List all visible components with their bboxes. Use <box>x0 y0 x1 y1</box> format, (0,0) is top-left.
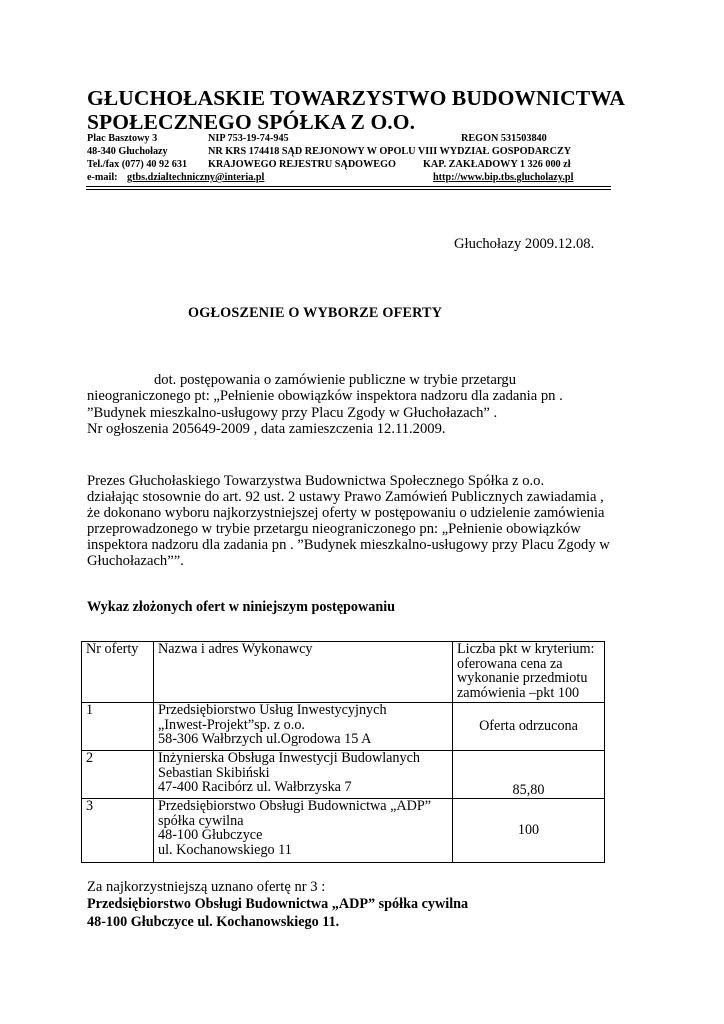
row-contractor <box>154 703 453 751</box>
header-liczba-pkt-line: zamówienia –pkt 100 <box>457 684 580 701</box>
company-website-link[interactable]: http://www.bip.tbs.glucholazy.pl <box>433 172 574 183</box>
header-wykonawca: Nazwa i adres Wykonawcy <box>154 642 453 703</box>
row-score: Oferta odrzucona <box>453 703 605 751</box>
row-contractor-line: 48-100 Głubczyce <box>158 827 263 844</box>
table-row <box>82 703 605 751</box>
header-nr-oferty: Nr oferty <box>82 642 154 703</box>
company-address: Plac Basztowy 3 <box>87 133 158 144</box>
company-name-line1: GŁUCHOŁASKIE TOWARZYSTWO BUDOWNICTWA <box>87 86 626 110</box>
company-email-label: e-mail: <box>87 172 118 183</box>
company-nip: NIP 753-19-74-945 <box>208 133 289 144</box>
company-krs: NR KRS 174418 SĄD REJONOWY W OPOLU VIII WYDZIAŁ GOSPODARCZY <box>208 146 572 157</box>
row-contractor-line: „Inwest-Projekt”sp. z o.o. <box>158 716 305 733</box>
notice-line-2: działając stosownie do art. 92 ust. 2 ustawy Prawo Zamówień Publicznych zawiadamia , <box>87 489 604 505</box>
row-contractor-line: Przedsiębiorstwo Obsługi Budownictwa „ADP” <box>158 798 432 814</box>
company-name-line2: SPOŁECZNEGO SPÓŁKA Z O.O. <box>87 110 416 134</box>
table-header-row <box>82 642 605 703</box>
company-regon: REGON 531503840 <box>461 133 547 144</box>
company-registry: KRAJOWEGO REJESTRU SĄDOWEGO <box>208 159 396 170</box>
offers-heading: Wykaz złożonych ofert w niniejszym postępowaniu <box>87 599 396 615</box>
row-contractor-line: Sebastian Skibiński <box>158 764 270 781</box>
company-email-link[interactable]: gtbs.dzialtechniczny@interia.pl <box>127 172 265 183</box>
row-contractor-line: spółka cywilna <box>158 812 244 829</box>
notice-line-1: Prezes Głuchołaskiego Towarzystwa Budownictwa Społecznego Spółka z o.o. <box>87 473 545 489</box>
row-nr: 3 <box>82 799 154 863</box>
conclusion-line-3: 48-100 Głubczyce ul. Kochanowskiego 11. <box>87 914 340 930</box>
row-nr: 2 <box>82 751 154 799</box>
notice-line-6: Głuchołazach””. <box>87 553 184 569</box>
row-score: 100 <box>453 799 605 863</box>
row-contractor-line: Przedsiębiorstwo Usług Inwestycyjnych <box>158 702 387 718</box>
row-contractor-line: 47-400 Racibórz ul. Wałbrzyska 7 <box>158 779 352 796</box>
conclusion-line-1: Za najkorzystniejszą uznano ofertę nr 3 : <box>87 879 326 895</box>
header-divider-top <box>86 186 611 187</box>
notice-line-5: inspektora nadzoru dla zadania pn . ”Budynek mieszkalno-usługowy przy Placu Zgody w <box>87 537 610 553</box>
intro-line-3: ”Budynek mieszkalno-usługowy przy Placu Zgody w Głuchołazach” . <box>87 405 498 421</box>
company-postal: 48-340 Głuchołazy <box>87 146 168 157</box>
intro-line-1: dot. postępowania o zamówienie publiczne w trybie przetargu <box>154 372 517 388</box>
header-liczba-pkt-line: Liczba pkt w kryterium: <box>457 641 595 657</box>
header-divider-bottom <box>86 189 611 190</box>
place-date: Głuchołazy 2009.12.08. <box>454 236 595 252</box>
offers-table <box>81 641 605 863</box>
intro-line-2: nieograniczonego pt: „Pełnienie obowiązków inspektora nadzoru dla zadania pn . <box>87 388 563 404</box>
conclusion-line-2: Przedsiębiorstwo Obsługi Budownictwa „ADP” spółka cywilna <box>87 896 469 912</box>
row-contractor-line: Inżynierska Obsługa Inwestycji Budowlanych <box>158 750 421 766</box>
intro-line-4: Nr ogłoszenia 205649-2009 , data zamieszczenia 12.11.2009. <box>87 421 446 437</box>
header-liczba-pkt <box>453 642 605 703</box>
header-liczba-pkt-line: oferowana cena za <box>457 655 563 672</box>
row-score: 85,80 <box>453 751 605 799</box>
company-capital: KAP. ZAKŁADOWY 1 326 000 zł <box>423 159 571 170</box>
row-contractor-line: 58-306 Wałbrzych ul.Ogrodowa 15 A <box>158 731 372 748</box>
row-contractor <box>154 799 453 863</box>
notice-line-4: przeprowadzonego w trybie przetargu nieograniczonego pn: „Pełnienie obowiązków <box>87 521 581 537</box>
header-liczba-pkt-line: wykonanie przedmiotu <box>457 670 588 687</box>
company-phone: Tel./fax (077) 40 92 631 <box>87 159 188 170</box>
notice-line-3: że dokonano wyboru najkorzystniejszej oferty w postępowaniu o udzielenie zamówienia <box>87 505 605 521</box>
table-row <box>82 751 605 799</box>
row-contractor-line: ul. Kochanowskiego 11 <box>158 841 292 858</box>
row-contractor <box>154 751 453 799</box>
document-title: OGŁOSZENIE O WYBORZE OFERTY <box>188 305 443 321</box>
table-row <box>82 799 605 863</box>
row-nr: 1 <box>82 703 154 751</box>
